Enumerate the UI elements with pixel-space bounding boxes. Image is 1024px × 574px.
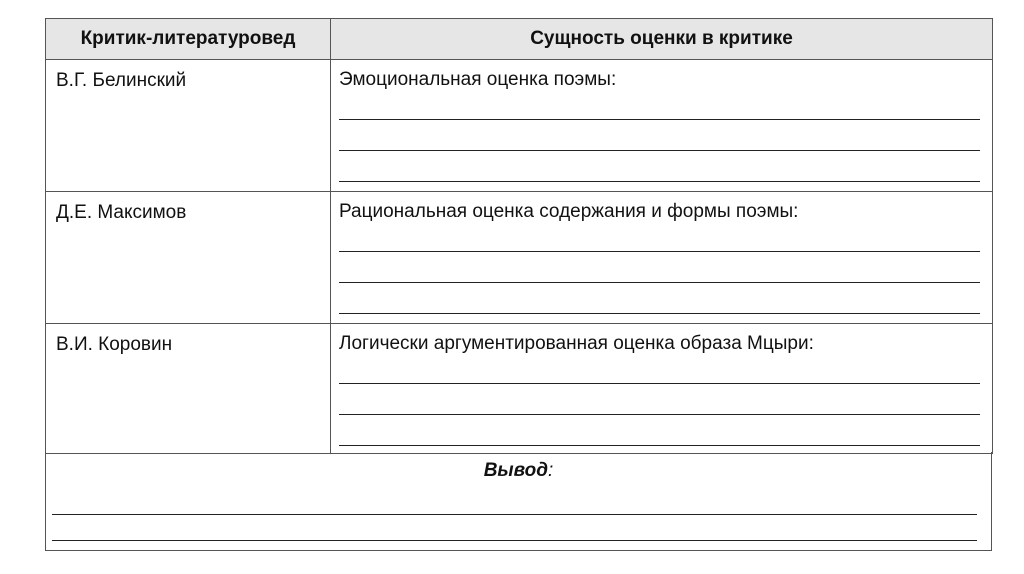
worksheet [45, 18, 993, 552]
conclusion-title [46, 460, 991, 482]
critics-table [45, 18, 993, 454]
essence-prompt: Логически аргументированная оценка образа Мцыри: [339, 333, 814, 354]
answer-line[interactable] [339, 120, 980, 151]
conclusion-answer-line[interactable] [52, 540, 977, 541]
table-row [46, 192, 993, 324]
table-row [46, 60, 993, 192]
header-essence: Сущность оценки в критике [331, 19, 993, 60]
critic-name-cell: Д.Е. Максимов [46, 192, 331, 324]
table-header-row [46, 19, 993, 60]
critic-name-cell: В.И. Коровин [46, 324, 331, 454]
conclusion-answer-line[interactable] [52, 514, 977, 515]
answer-line[interactable] [339, 252, 980, 283]
conclusion-label: Вывод [483, 460, 549, 481]
conclusion-box [45, 452, 992, 551]
table-row [46, 324, 993, 454]
conclusion-colon: : [548, 460, 554, 481]
answer-line[interactable] [339, 359, 980, 384]
answer-line[interactable] [339, 151, 980, 182]
answer-line[interactable] [339, 415, 980, 446]
essence-prompt: Эмоциональная оценка поэмы: [339, 69, 617, 90]
essence-cell [331, 192, 993, 324]
essence-prompt: Рациональная оценка содержания и формы поэмы: [339, 201, 799, 222]
header-critic: Критик-литературовед [46, 19, 331, 60]
answer-line[interactable] [339, 227, 980, 252]
essence-cell [331, 324, 993, 454]
essence-cell [331, 60, 993, 192]
answer-line[interactable] [339, 384, 980, 415]
answer-line[interactable] [339, 283, 980, 314]
critic-name-cell: В.Г. Белинский [46, 60, 331, 192]
answer-line[interactable] [339, 95, 980, 120]
